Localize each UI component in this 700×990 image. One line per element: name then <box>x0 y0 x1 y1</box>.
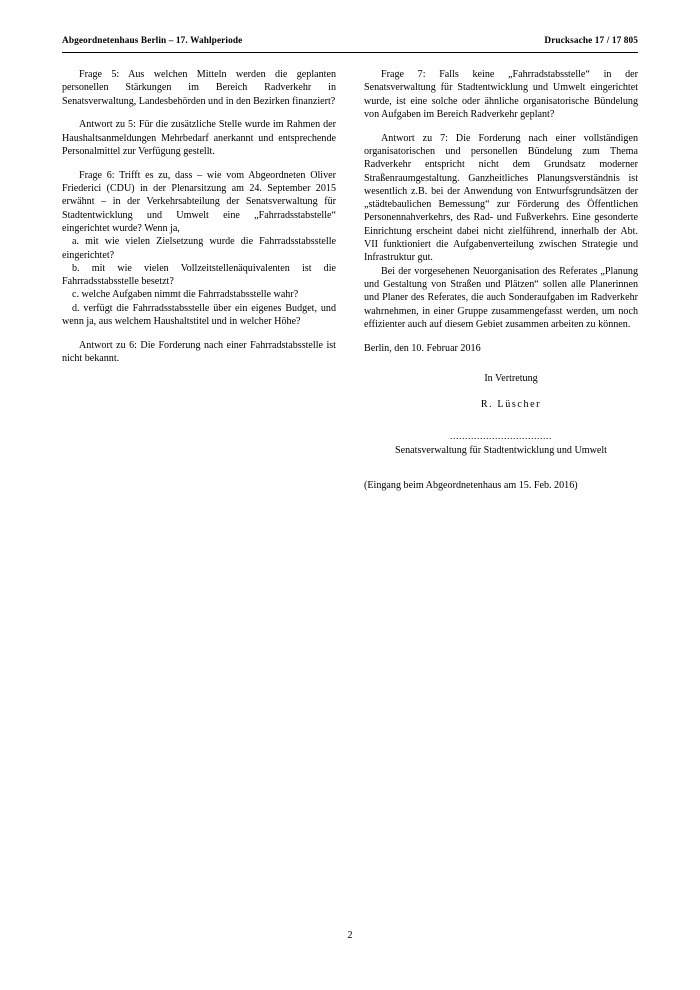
header-divider <box>62 52 638 53</box>
page-number: 2 <box>347 930 353 941</box>
spacer <box>62 328 336 339</box>
paragraph-frage-6b: b. mit wie vielen Vollzeitstellenäquivalenten ist die Fahrradsstabsstelle besetzt? <box>62 262 336 288</box>
paragraph-frage-6-intro: Frage 6: Trifft es zu, dass – wie vom Abgeordneten Oliver Friederici (CDU) in der Plenarsitzung am 24. September 2015 erwähnt – in der Verkehrsabteilung der Senatsverwaltung für Stadtentwicklung und Umwelt eine „Fahrradsstabstelle“ eingerichtet wurde? Wenn ja, <box>62 169 336 234</box>
paragraph-frage-6d: d. verfügt die Fahrradsstabsstelle über ein eigenes Budget, und wenn ja, aus welchem Haushaltstitel und in welcher Höhe? <box>62 302 336 328</box>
header-right-text: Drucksache 17 / 17 805 <box>544 36 638 46</box>
page-header <box>62 36 638 46</box>
paragraph-frage-5: Frage 5: Aus welchen Mitteln werden die geplanten personellen Stärkungen im Bereich Radverkehr in Senatsverwaltung, Landesbehörden und in den Bezirken finanziert? <box>62 69 336 107</box>
signature-office: Senatsverwaltung für Stadtentwicklung und Umwelt <box>395 444 607 456</box>
header-left-text: Abgeordnetenhaus Berlin – 17. Wahlperiode <box>62 36 243 46</box>
paragraph-antwort-5: Antwort zu 5: Für die zusätzliche Stelle wurde im Rahmen der Haushaltsanmeldungen Mehrbedarf anerkannt und entsprechende Personalmittel zur Verfügung gestellt. <box>62 119 336 157</box>
left-column <box>62 68 336 492</box>
paragraph-frage-6a: a. mit wie vielen Zielsetzung wurde die Fahrradsstabsstelle eingerichtet? <box>62 236 336 261</box>
paragraph-antwort-6: Antwort zu 6: Die Forderung nach einer Fahrradstabsstelle ist nicht bekannt. <box>62 339 336 365</box>
two-column-body <box>62 68 638 492</box>
paragraph-frage-7: Frage 7: Falls keine „Fahrradstabsstelle“ in der Senatsverwaltung für Stadtentwicklung und Umwelt eingerichtet wurde, ist eine solche oder ähnliche organisatorische Bündelung von Aufgaben im Bereich Radverkehr geplant? <box>364 69 638 120</box>
paragraph-frage-6c: c. welche Aufgaben nimmt die Fahrradstabsstelle wahr? <box>72 289 299 301</box>
right-column <box>364 68 638 492</box>
signature-date: Berlin, den 10. Februar 2016 <box>364 342 481 354</box>
signature-name: R. Lüscher <box>480 399 542 411</box>
signature-in-vertretung: In Vertretung <box>484 372 538 384</box>
paragraph-antwort-7-part1: Antwort zu 7: Die Forderung nach einer vollständigen organisatorischen und personellen Bündelung zum Thema Radverkehr entspricht nicht dem Grundsatz moderner Straßenraumgestaltung. Ganzheitliches Planungsverständnis ist wesentlich z.B. bei der Anwendung von Entwurfsgrundsätzen der „städtebaulichen Bemessung“ zur Förderung des Öffentlichen Personennahverkehrs, des Rad- und Fußverkehrs. Eine gesonderte Einrichtung erscheint dabei nicht zielführend, innerhalb der Abt. VII funktioniert die Aufgabenverteilung zwischen Strategie und Infrastruktur gut. <box>364 132 638 264</box>
signature-dotted-line: .................................. <box>450 430 552 442</box>
paragraph-antwort-7-part2: Bei der vorgesehenen Neuorganisation des Referates „Planung und Gestaltung von Straßen und Plätzen“ sollen alle Planerinnen und Planer des Referates, die auch Sonderaufgaben im Radverkehr wahrnehmen, in einer Gruppe zusammengefasst werden, um noch effizienter auch auf diesem Gebiet zusammen arbeiten zu können. <box>364 265 638 330</box>
eingang-note: (Eingang beim Abgeordnetenhaus am 15. Feb. 2016) <box>364 480 578 492</box>
